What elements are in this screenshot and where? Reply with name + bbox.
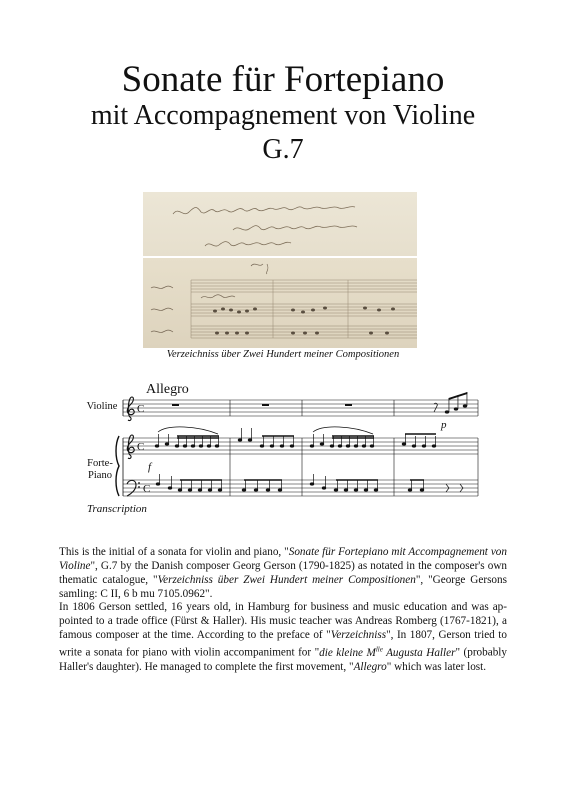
- title-line-3: G.7: [262, 134, 304, 165]
- treble-clef-icon: [127, 435, 134, 459]
- manuscript-staff-drawing: [143, 258, 417, 348]
- time-signature-violin: C: [137, 403, 145, 415]
- piano-label-line-2: Piano: [88, 470, 112, 481]
- manuscript-incipit-image: [143, 258, 417, 348]
- piano-label-line-1: Forte-: [87, 458, 113, 469]
- manuscript-handwriting-drawing: [143, 192, 417, 256]
- manuscript-title-image: [143, 192, 417, 256]
- violin-staff: [123, 400, 478, 416]
- violin-pickup: [434, 392, 467, 414]
- time-signature-treble: C: [137, 441, 145, 453]
- dynamic-forte: f: [148, 461, 152, 473]
- time-signature-bass: C: [143, 483, 151, 495]
- piano-bass-staff: [123, 480, 478, 496]
- title-line-1: Sonate für Fortepiano: [121, 59, 445, 100]
- title-line-2: mit Accompagnement von Violine: [90, 100, 476, 131]
- paragraph-history: In 1806 Gerson settled, 16 years old, in Hamburg for business and music education and was ap-pointed to a trade office (Fürst & Haller). His music teacher was Andreas Romberg (1767-1821), a famous composer at the time. According to the preface of "Verzeichniss", In 1807, Gerson tried to write a sonata for piano with violin accompaniment for "die kleine $M^{lle}$ Augusta Haller" (probably Haller's daughter). He managed to complete the first movement, "Allegro" which was later lost.: [59, 601, 507, 673]
- tempo-marking: Allegro: [146, 382, 189, 397]
- violin-label: Violine: [86, 401, 118, 412]
- dynamic-piano: p: [441, 419, 447, 431]
- manuscript-caption: Verzeichniss über Zwei Hundert meiner Compositionen: [166, 349, 400, 360]
- transcription-caption: Transcription: [87, 503, 147, 515]
- treble-clef-icon: [127, 397, 134, 421]
- score-transcription: [80, 378, 480, 508]
- paragraph-introduction: This is the initial of a sonata for violin and piano, "Sonate für Fortepiano mit Accompagnement von Violine", G.7 by the Danish composer Georg Gerson (1790-1825) as notated in the composer's own thematic catalogue, "Verzeichniss über Zwei Hundert meiner Compositionen", "George Gersons samling: C II, 6 b mu 7105.0962".: [59, 546, 507, 600]
